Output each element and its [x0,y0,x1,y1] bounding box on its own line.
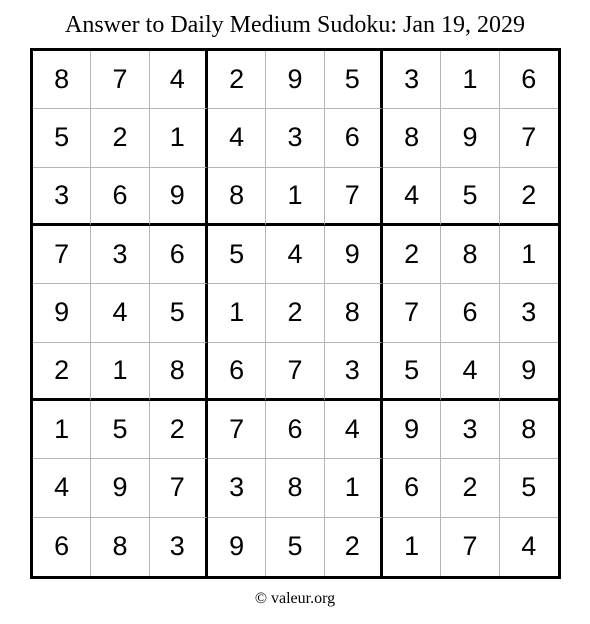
sudoku-cell: 8 [441,226,499,284]
sudoku-cell: 1 [383,518,441,576]
sudoku-cell: 1 [325,459,383,517]
sudoku-cell: 2 [266,284,324,342]
sudoku-cell: 9 [91,459,149,517]
sudoku-cell: 5 [33,109,91,167]
sudoku-cell: 1 [208,284,266,342]
sudoku-cell: 9 [33,284,91,342]
sudoku-cell: 4 [521,531,537,562]
sudoku-cell: 8 [91,518,149,576]
sudoku-cell: 4 [208,109,266,167]
sudoku-cell: 2 [383,226,441,284]
sudoku-cell: 3 [266,109,324,167]
sudoku-cell: 2 [33,343,91,401]
sudoku-cell: 2 [91,109,149,167]
sudoku-cell: 8 [500,401,558,459]
sudoku-cell: 1 [500,226,558,284]
sudoku-cell: 5 [150,284,208,342]
sudoku-cell: 4 [325,401,383,459]
sudoku-cell: 3 [150,518,208,576]
sudoku-cell: 8 [383,109,441,167]
sudoku-cell: 4 [150,51,208,109]
sudoku-cell: 7 [383,284,441,342]
sudoku-cell: 9 [441,109,499,167]
sudoku-cell: 4 [33,459,91,517]
sudoku-cell: 6 [208,343,266,401]
sudoku-cell: 8 [150,343,208,401]
sudoku-cell: 7 [208,401,266,459]
sudoku-cell: 7 [150,459,208,517]
sudoku-cell: 7 [266,343,324,401]
sudoku-cell: 1 [150,109,208,167]
sudoku-cell: 3 [383,51,441,109]
sudoku-cell: 6 [500,51,558,109]
sudoku-cell: 2 [325,518,383,576]
sudoku-cell: 7 [500,109,558,167]
sudoku-cell: 5 [325,51,383,109]
sudoku-cell: 7 [441,518,499,576]
sudoku-grid [30,48,561,579]
sudoku-cell: 4 [91,284,149,342]
sudoku-cell: 9 [500,343,558,401]
sudoku-cell: 2 [441,459,499,517]
sudoku-cell: 6 [325,109,383,167]
sudoku-cell: 9 [208,518,266,576]
sudoku-cell: 7 [325,168,383,226]
sudoku-cell: 4 [383,168,441,226]
sudoku-cell: 7 [33,226,91,284]
sudoku-cell: 5 [208,226,266,284]
sudoku-cell: 1 [33,401,91,459]
sudoku-cell: 4 [266,226,324,284]
sudoku-cell: 9 [266,51,324,109]
sudoku-cell: 6 [150,226,208,284]
sudoku-cell: 1 [91,343,149,401]
sudoku-cell: 5 [91,401,149,459]
puzzle-title: Answer to Daily Medium Sudoku: Jan 19, 2029 [65,12,525,38]
sudoku-cell: 3 [441,401,499,459]
sudoku-cell: 5 [500,459,558,517]
sudoku-cell: 1 [441,51,499,109]
sudoku-cell: 3 [500,284,558,342]
sudoku-cell: 6 [266,401,324,459]
sudoku-cell: 6 [91,168,149,226]
sudoku-cell: 3 [325,343,383,401]
sudoku-cell: 2 [500,168,558,226]
sudoku-cell: 3 [208,459,266,517]
sudoku-cell: 2 [208,51,266,109]
sudoku-cell: 8 [208,168,266,226]
sudoku-cell: 6 [33,518,91,576]
sudoku-cell: 3 [33,168,91,226]
copyright-footer: © valeur.org [254,590,336,607]
sudoku-cell: 1 [266,168,324,226]
sudoku-cell: 5 [441,168,499,226]
sudoku-cell: 7 [91,51,149,109]
sudoku-cell: 2 [150,401,208,459]
sudoku-cell: 8 [33,51,91,109]
sudoku-cell: 4 [441,343,499,401]
sudoku-cell: 3 [91,226,149,284]
sudoku-cell: 6 [441,284,499,342]
sudoku-cell: 9 [383,401,441,459]
sudoku-cell: 8 [266,459,324,517]
sudoku-cell: 9 [150,168,208,226]
sudoku-cell: 5 [266,518,324,576]
sudoku-cell: 6 [383,459,441,517]
sudoku-cell: 5 [383,343,441,401]
sudoku-cell: 8 [325,284,383,342]
sudoku-cell: 9 [325,226,383,284]
